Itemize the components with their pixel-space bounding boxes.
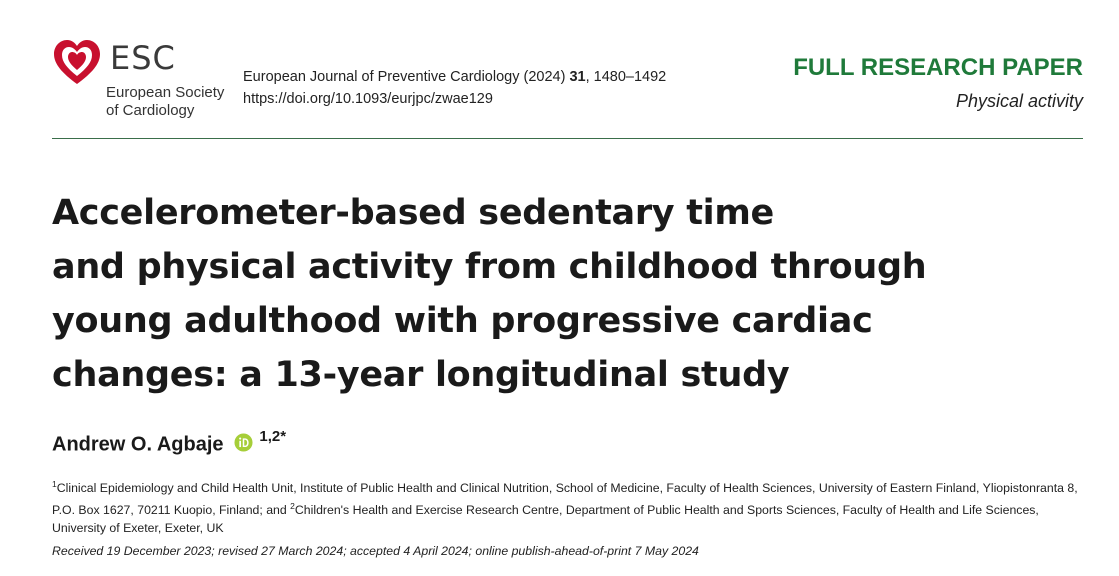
esc-logo bbox=[52, 38, 242, 128]
affiliation-1-text-cont: P.O. Box 1627, 70211 Kuopio, Finland; and bbox=[52, 503, 291, 518]
title-line-1: Accelerometer-based sedentary time bbox=[52, 193, 774, 233]
affiliations bbox=[52, 475, 1092, 537]
paper-type-label: FULL RESEARCH PAPER bbox=[793, 54, 1083, 81]
title-line-2: and physical activity from childhood through bbox=[52, 247, 927, 287]
affiliation-1-text: Clinical Epidemiology and Child Health Unit, Institute of Public Health and Clinical Nutrition, School of Medicine, Faculty of Health Sciences, University of Eastern Finland, Yliopistonranta 8, bbox=[56, 481, 1078, 496]
esc-full-name bbox=[106, 84, 224, 120]
header-divider bbox=[52, 138, 1083, 139]
journal-name: European Journal of Preventive Cardiology (2024) bbox=[243, 69, 570, 85]
affiliation-line-3: University of Exeter, Exeter, UK bbox=[52, 521, 224, 536]
affiliation-2-mark: 2 bbox=[290, 501, 295, 512]
journal-citation bbox=[243, 66, 666, 110]
journal-volume: 31 bbox=[569, 69, 586, 85]
affiliation-2-text: Children's Health and Exercise Research Centre, Department of Public Health and Sports Sciences, Faculty of Health and Life Sciences, bbox=[294, 503, 1039, 518]
esc-name-line-2: of Cardiology bbox=[106, 102, 195, 119]
corresponding-author-mark: * bbox=[280, 428, 287, 445]
author-affiliation-numbers: 1,2 bbox=[259, 428, 281, 445]
section-label: Physical activity bbox=[955, 91, 1083, 111]
journal-pages: , 1480–1492 bbox=[585, 69, 667, 85]
author-affiliation-marks bbox=[259, 428, 286, 445]
doi-link[interactable]: https://doi.org/10.1093/eurjpc/zwae129 bbox=[243, 91, 493, 107]
esc-heart-logo-icon bbox=[52, 38, 102, 88]
affiliation-1-mark: 1 bbox=[52, 479, 57, 489]
affiliation-line-1 bbox=[52, 475, 1092, 497]
affiliation-line-2 bbox=[52, 497, 1092, 519]
title-line-3: young adulthood with progressive cardiac bbox=[52, 301, 873, 341]
orcid-icon[interactable] bbox=[234, 433, 253, 457]
publication-dates: Received 19 December 2023; revised 27 March 2024; accepted 4 April 2024; online publish-ahead-of-print 7 May 2024 bbox=[52, 544, 699, 558]
title-line-4: changes: a 13-year longitudinal study bbox=[52, 355, 790, 395]
esc-name-line-1: European Society bbox=[106, 84, 225, 101]
author-name[interactable]: Andrew O. Agbaje bbox=[52, 433, 224, 456]
author-line bbox=[52, 428, 286, 458]
esc-abbreviation: ESC bbox=[110, 39, 176, 77]
article-title bbox=[52, 186, 1072, 402]
